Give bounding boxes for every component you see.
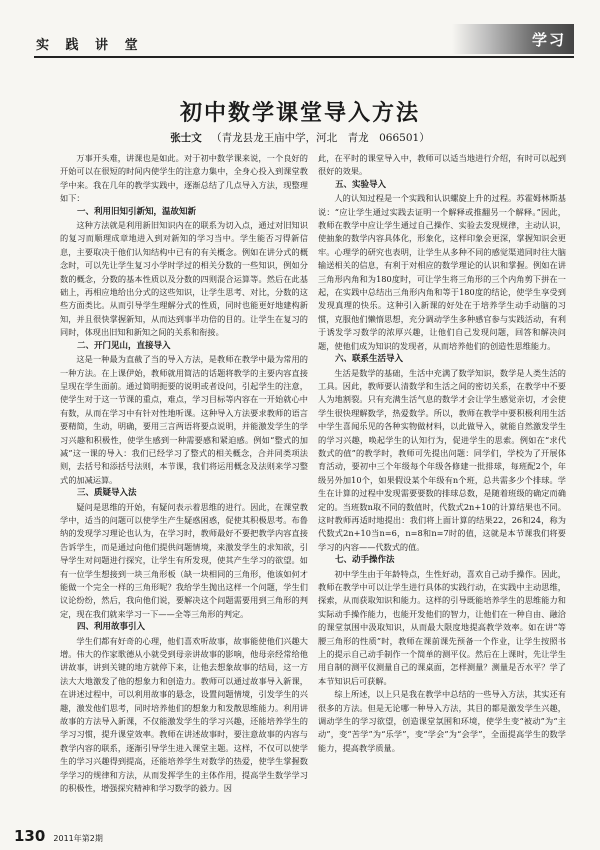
article-title: 初中数学课堂导入方法 <box>179 101 420 126</box>
conclusion-paragraph: 综上所述，以上只是我在教学中总结的一些导入方法，其实还有很多的方法。但是无论哪一种导入方法，其目的都是激发学生兴趣，调动学生的学习欲望，创造课堂氛围和环境，使学生变“被动”为“主动”，变“苦学”为“乐学”，变“学会”为“会学”，全面提高学生的数学能力，提高教学质量。 <box>318 689 566 753</box>
page-footer <box>14 826 103 845</box>
page-header <box>0 0 600 62</box>
left-column <box>60 152 308 796</box>
section-paragraph-5: 人的认知过程是一个实践和认识螺旋上升的过程。苏霍姆林斯基说：“应让学生通过实践去证明一个解释或推翻另一个解释。”因此，教师在教学中应让学生通过自己操作、实验去发现规律，主动认识，使抽象的数学内容具体化，形象化，这样印象会更深，掌握知识会更牢。心理学的研究也表明，让学生从多种不同的感觉渠道同时往大脑输送相关的信息，有利于对相应的数学理论的认识和掌握。例如在讲三角形内角和为180度时，可让学生将三角形的三个内角剪下拼在一起，在实践中总结出三角形内角和等于180度的结论，使学生享受到发现真理的快乐。这种引入新课的好处在于培养学生动手动脑的习惯，克服他们懒惰思想，充分调动学生多种感官参与实践活动，有利于诱发学习数学的浓厚兴趣，让他们自己发现问题，回答和解决问题，使他们成为知识的发现者，从而培养他们的创造性思维能力。 <box>318 193 566 351</box>
section-heading-7: 七、动手操作法 <box>335 555 395 566</box>
column-label: 实 践 讲 堂 <box>36 38 144 53</box>
section-heading-4: 四、利用故事引入 <box>77 622 146 633</box>
section-heading-3: 三、质疑导入法 <box>77 488 137 499</box>
byline <box>0 130 600 145</box>
section-paragraph-6: 生活是数学的基础，生活中充满了数学知识，数学是人类生活的工具。因此，教师要认清数学和生活之间的密切关系，在教学中不要人为地割裂。只有充满生活气息的数学才会让学生感觉亲切，才会使学生很快理解数学，热爱数学。所以，教师在教学中要积极利用生活中学生喜闻乐见的各种实物做材料，以此做导入，就能自然激发学生的学习兴趣，唤起学生的认知行为，促进学生的思索。例如在“求代数式的值”的教学时，教师可先提出问题：同学们，学校为了开展体育活动，要初中三个年级每个年级各修建一批排球，每班配2个，年级另外加10个，如果假设某个年级有n个班，总共需多少个排球。学生在计算的过程中发现需要要数的排球总数，是随着班级的确定而确定的。当班数n取不同的数值时，代数式2n+10的计算结果也不同。这时教师再适时地提出：我们将上面计算的结果22，26和24，称为代数式2n+10当n=6，n=8和n=7时的值，这就是本节课我们将要学习的内容——代数式的值。 <box>318 367 566 552</box>
issue-label: 2011年第2期 <box>53 834 103 843</box>
section-paragraph-2: 这是一种最为直截了当的导入方法，是教师在教学中最为常用的一种方法。在上课伊始，教师就用简洁的话题将教学的主要内容直接呈现在学生面前。通过简明扼要的说明或者设问，引起学生的注意，使学生对于这一节课的重点，难点，学习目标等内容在一开始就心中有数，从而在学习中有针对性地听课。这种导入方法要求教师的语言要精简，生动，明确，要用三言两语将要点说明，并能激发学生的学习兴趣和积极性，使学生感到一种需要感和紧迫感。例如“整式的加减”这一课的导入：我们已经学习了整式的相关概念，合并同类项法则，去括号和添括号法则，本节课，我们将运用概念及法则来学习整式的加减运算。 <box>60 354 308 485</box>
author-affiliation: （青龙县龙王庙中学，河北 青龙 066501） <box>211 132 430 144</box>
continued-paragraph: 此，在平时的课堂导入中，教师可以适当地进行介绍，有时可以起到很好的效果。 <box>318 153 566 177</box>
author-name: 张士文 <box>170 132 202 144</box>
section-heading-5: 五、实验导入 <box>335 179 387 190</box>
section-paragraph-4: 学生们都有好奇的心理，他们喜欢听故事，故事能使他们兴趣大增。伟大的作家歌德从小就受到母亲讲故事的影响，他母亲经常给他讲故事，讲到关键的地方就停下来，让他去想象故事的结局，这一方法大大地激发了他的想象力和创造力。教师可以通过故事导入新课，在讲述过程中，可以利用故事的悬念，设置问题情境，引发学生的兴趣，激发他们思考，同时培养他们的想象力和发散思维能力。利用讲故事的方法导入新课，不仅能激发学生的学习兴趣，还能培养学生的学习习惯，提升课堂效率。教师在讲述故事时，要注意故事的内容与教学内容的联系，逐渐引导学生进入课堂主题。这样，不仅可以使学生的学习兴趣得到提高，还能培养学生对数学的热爱，使学生掌握数学学习的规律和方法，从而发挥学生的主体作用，提高学生数学学习的积极性，增强探究精神和学习数学的毅力。因 <box>60 635 308 794</box>
logo-text: 学习 <box>531 31 566 49</box>
section-paragraph-7: 初中学生由于年龄特点，生性好动，喜欢自己动手操作。因此，教师在教学中可以让学生进行具体的实践行动，在实践中主动思维，探索，从而获取知识和能力。这样的引导既能培养学生的思维能力和实际动手操作能力，也能开发他们的智力，让他们在一种自由、融洽的课堂氛围中汲取知识，从而最大限度地提高教学效率。如在讲“等腰三角形的性质”时，教师在课前课先预备一个作业，让学生按照书上的提示自己动手制作一个简单的测平仪。然后在上课时，先让学生用自制的测平仪测量自己的课桌面，怎样测量？测量是否水平？学了本节知识后可获解。 <box>318 568 566 686</box>
header-rule <box>34 56 574 58</box>
column-logo <box>452 24 574 54</box>
page-number: 130 <box>14 827 46 845</box>
intro-paragraph: 万事开头难，讲课也是如此。对于初中数学课来说，一个良好的开始可以在很短的时间内使学生的注意力集中，全身心投入到课堂教学中来。我在几年的教学实践中，逐渐总结了几点导入方法，现整理如下： <box>60 153 308 204</box>
section-heading-1: 一、利用旧知引新知，温故知新 <box>77 206 197 217</box>
section-paragraph-1: 这种方法就是利用新旧知识内在的联系为切入点，通过对旧知识的复习而顺理成章地进入到对新知的学习当中。学生能否习得新信息，主要取决于他们认知结构中已有的有关概念。例如在讲分式的概念时，可以先让学生复习小学时学过的相关分数的一些知识，例如分数的概念，分数的基本性质以及分数的四则混合运算等。然后在此基础上，再相应地给出分式的这些知识，让学生思考、对比，分数的这些方面类比。从而引导学生理解分式的性质，同时也能更好地建构新知，并且很快掌握新知，从而达到事半功倍的目的。让学生在复习的同时，体现出旧知和新知之间的关系和衔接。 <box>60 220 308 338</box>
right-column <box>318 152 566 755</box>
section-heading-6: 六、联系生活导入 <box>335 354 404 365</box>
section-heading-2: 二、开门见山，直接导入 <box>77 340 171 351</box>
section-paragraph-3: 疑问是思维的开始，有疑问表示着思维的进行。因此，在课堂教学中，适当的问题可以使学生产生疑惑困惑，促使其积极思考。布鲁纳的发现学习理论也认为，在学习时，教师最好不要把教学内容直接告诉学生，而是通过向他们提供问题情境，来激发学生的求知欲，引导学生对问题进行探究，让学生有所发现，使其产生学习的欲望。如有一位学生想接到一块三角形板（缺一块相同的三角形，他该如何才能做一个完全一样的三角形呢？我给学生抛出这样一个问题，学生们议论纷纷，然后，我向他们说，要解决这个问题需要用到三角形的判定，现在我们就来学习一下——全等三角形的判定。 <box>60 501 308 619</box>
